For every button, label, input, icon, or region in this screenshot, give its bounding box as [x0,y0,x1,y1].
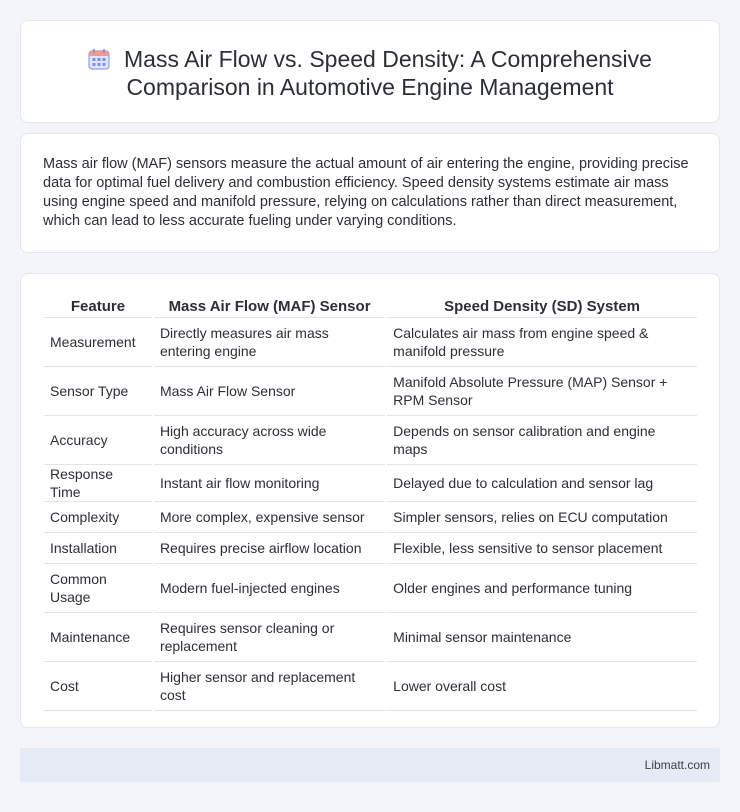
calendar-grid-icon [88,48,110,70]
sd-cell: Simpler sensors, relies on ECU computation [387,502,697,533]
maf-cell: High accuracy across wide conditions [154,416,385,465]
title-line-2: Comparison in Automotive Engine Management [126,74,614,100]
header-maf: Mass Air Flow (MAF) Sensor [154,296,385,318]
table-row [44,564,697,613]
table-row [44,662,697,711]
table-row [44,416,697,465]
table-row [44,613,697,662]
feature-cell: Accuracy [44,416,152,465]
table-row [44,367,697,416]
page-title [21,45,719,101]
intro-card [20,133,720,253]
feature-cell: Response Time [44,465,152,502]
title-card [20,20,720,123]
comparison-table [42,296,699,711]
feature-cell: Common Usage [44,564,152,613]
sd-cell: Minimal sensor maintenance [387,613,697,662]
header-sd: Speed Density (SD) System [387,296,697,318]
maf-cell: More complex, expensive sensor [154,502,385,533]
sd-cell: Manifold Absolute Pressure (MAP) Sensor + RPM Sensor [387,367,697,416]
feature-cell: Maintenance [44,613,152,662]
feature-cell: Installation [44,533,152,564]
maf-cell: Requires precise airflow location [154,533,385,564]
comparison-card [20,273,720,728]
intro-paragraph: Mass air flow (MAF) sensors measure the actual amount of air entering the engine, providing precise data for optimal fuel delivery and combustion efficiency. Speed density systems estimate air mass using engine speed and manifold pressure, relying on calculations rather than direct measurement, which can lead to less accurate fueling under varying conditions. [43,156,689,229]
table-row [44,533,697,564]
footer-bar [20,748,720,782]
table-row [44,502,697,533]
sd-cell: Delayed due to calculation and sensor lag [387,465,697,502]
maf-cell: Higher sensor and replacement cost [154,662,385,711]
maf-cell: Directly measures air mass entering engine [154,318,385,367]
maf-cell: Mass Air Flow Sensor [154,367,385,416]
sd-cell: Lower overall cost [387,662,697,711]
table-row [44,465,697,502]
sd-cell: Flexible, less sensitive to sensor placement [387,533,697,564]
footer-site-link[interactable]: Libmatt.com [644,758,710,772]
title-line-1: Mass Air Flow vs. Speed Density: A Comprehensive [124,46,652,72]
feature-cell: Complexity [44,502,152,533]
sd-cell: Older engines and performance tuning [387,564,697,613]
maf-cell: Instant air flow monitoring [154,465,385,502]
feature-cell: Measurement [44,318,152,367]
sd-cell: Calculates air mass from engine speed & manifold pressure [387,318,697,367]
feature-cell: Cost [44,662,152,711]
table-header-row [44,296,697,318]
feature-cell: Sensor Type [44,367,152,416]
maf-cell: Requires sensor cleaning or replacement [154,613,385,662]
sd-cell: Depends on sensor calibration and engine maps [387,416,697,465]
maf-cell: Modern fuel-injected engines [154,564,385,613]
table-row [44,318,697,367]
header-feature: Feature [44,296,152,318]
